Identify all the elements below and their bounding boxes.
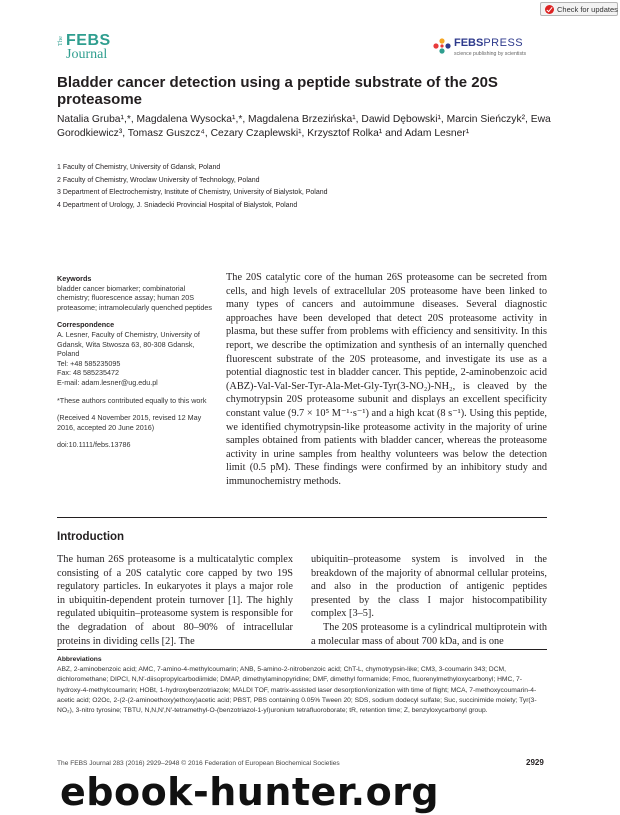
introduction-heading: Introduction bbox=[57, 531, 125, 543]
article-title: Bladder cancer detection using a peptide substrate of the 20S proteasome bbox=[57, 74, 498, 108]
introduction-right-column bbox=[311, 553, 547, 648]
affiliation-1: 1 Faculty of Chemistry, University of Gdansk, Poland bbox=[57, 164, 221, 171]
abstract-text: The 20S catalytic core of the human 26S proteasome can be secreted from cells, and high levels of extracellular 20S proteasome have been linked to many types of cancers and autoimmune diseases. Several diagnostic approaches have been developed that detect 20S proteasome activity in plasma, but these suffer from problems with efficiency and sensitivity. In this report, we describe the optimization and synthesis of an internally quenched fluorescent substrate of the 20S proteasome, and investigate its use as a potential diagnostic test in bladder cancer. This peptide, 2-aminobenzoic acid (ABZ)-Val-Val-Ser-Tyr-Ala-Met-Gly-Tyr(3-NO₂)-NH₂, is cleaved by the chymotrypsin 20S proteasome subunit and displays an excellent specificity constant value (9.7 × 10⁵ M⁻¹·s⁻¹) and a high kcat (8 s⁻¹). Using this peptide, we identified chymotrypsin-like proteasome activity in the majority of urine samples obtained from patients with bladder cancer, whereas the proteasome activity in urine samples from healthy volunteers was below the detection limit (0.5 pM). These findings were confirmed by an inhibitory study and immunochemistry methods. bbox=[226, 272, 547, 487]
doi-link[interactable]: doi:10.1111/febs.13786 bbox=[57, 440, 131, 450]
abbreviations-divider bbox=[57, 649, 547, 650]
abbreviations-block bbox=[57, 655, 547, 716]
correspondence-email[interactable]: E-mail: adam.lesner@ug.edu.pl bbox=[57, 377, 158, 387]
keywords-heading: Keywords bbox=[57, 274, 92, 283]
received-dates: (Received 4 November 2015, revised 12 May 2016, accepted 20 June 2016) bbox=[57, 413, 202, 432]
publisher-tagline: science publishing by scientists bbox=[454, 51, 527, 57]
correspondence-tel: Tel: +48 585235095 bbox=[57, 358, 121, 368]
introduction-paragraph-1-cont: ubiquitin–proteasome system is involved in the breakdown of the majority of abnormal cellular proteins, and also in the production of antigenic peptides presented by the class I major histocompatibility complex [3–5]. bbox=[311, 554, 547, 620]
publisher-name: FEBSPRESS bbox=[454, 37, 524, 49]
affiliation-2: 2 Faculty of Chemistry, Wroclaw University of Technology, Poland bbox=[57, 176, 260, 184]
correspondence-fax: Fax: 48 585235472 bbox=[57, 368, 119, 378]
keywords-text: bladder cancer biomarker; combinatorial chemistry; fluorescence assay; human 20S proteasome; intramolecularly quenched peptides bbox=[57, 283, 213, 312]
article-sidebar bbox=[57, 274, 213, 458]
affiliation-4: 4 Department of Urology, J. Sniadecki Provincial Hospital of Bialystok, Poland bbox=[57, 201, 298, 209]
introduction-left-column bbox=[57, 553, 293, 648]
equal-contribution-note: *These authors contributed equally to this work bbox=[57, 395, 207, 405]
footer-citation: The FEBS Journal 283 (2016) 2929–2948 © 2016 Federation of European Biochemical Societies bbox=[57, 760, 340, 767]
correspondence-address: A. Lesner, Faculty of Chemistry, University of Gdansk, Wita Stwosza 63, 80-308 Gdansk, Poland bbox=[57, 329, 200, 359]
check-for-updates-label: Check for updates bbox=[557, 5, 618, 14]
introduction-paragraph-2: The 20S proteasome is a cylindrical multiprotein with a molecular mass of about 700 kDa, and is one bbox=[311, 621, 547, 647]
correspondence-heading: Correspondence bbox=[57, 320, 115, 330]
check-for-updates-button[interactable] bbox=[540, 2, 618, 16]
crossmark-icon bbox=[545, 5, 554, 14]
journal-logo-the: The bbox=[57, 36, 64, 47]
journal-logo bbox=[57, 33, 129, 65]
page-number: 2929 bbox=[526, 758, 544, 767]
section-divider bbox=[57, 517, 547, 518]
affiliation-list bbox=[57, 162, 557, 212]
watermark-text: ebook-hunter.org bbox=[60, 770, 440, 814]
affiliation-3: 3 Department of Electrochemistry, Institute of Chemistry, University of Bialystok, Poland bbox=[57, 189, 328, 196]
introduction-paragraph-1: The human 26S proteasome is a multicatalytic complex consisting of a 20S catalytic core capped by two 19S regulatory particles. In eukaryotes it plays a major role in ubiquitin-dependent protein turnover [1]. The highly regulated ubiquitin–proteasome system is responsible for the degradation of about 80–90% of intracellular proteins in dividing cells [2]. The bbox=[57, 554, 293, 647]
febs-press-dots-icon bbox=[432, 36, 452, 56]
abbreviations-heading: Abbreviations bbox=[57, 656, 102, 663]
abbreviations-text: ABZ, 2-aminobenzoic acid; AMC, 7-amino-4-methylcoumarin; ANB, 5-amino-2-nitrobenzoic acid; ChT-L, chymotrypsin-like; CM3, 3-coumarin 343; DCM, dichloromethane; DIPCI, N,N′-diisopropylcarbodiimide; DMAP, dimethylaminopyridine; DMF, dimethyl formamide; Fmoc, fluorenylmethyloxycarbonyl; HMC, 7-hydroxy-4-methylcoumarin; HOBt, 1-hydroxybenzotriazole; MALDI TOF, matrix-assisted laser desorption/ionization with time of flight; MCA, 7-methoxycoumarin-4-acetic acid; O2Oc, 2-(2-(2-aminoethoxy)ethoxy)acetic acid; PBST, PBS containing 0.05% Tween 20; SDS, sodium dodecyl sulfate; Suc, succinimide moiety; Tyr(3-NO₂), 3-nitro tyrosine; TBTU, N,N,N′,N′-tetramethyl-O-(benzotriazol-1-yl)uronium tetrafluoroborate; tR, retention time; Z, benzyloxycarbonyl group. bbox=[57, 666, 537, 715]
publisher-logo bbox=[432, 36, 552, 64]
journal-logo-febs: FEBS bbox=[66, 32, 111, 49]
author-list: Natalia Gruba¹,*, Magdalena Wysocka¹,*, Magdalena Brzezińska¹, Dawid Dębowski¹, Marcin Sieńczyk², Ewa Gorodkiewicz³, Tomasz Guszcz⁴, Cezary Czaplewski¹, Krzysztof Rolka¹ and Adam Lesner¹ bbox=[57, 114, 551, 139]
journal-logo-journal: Journal bbox=[66, 47, 108, 62]
